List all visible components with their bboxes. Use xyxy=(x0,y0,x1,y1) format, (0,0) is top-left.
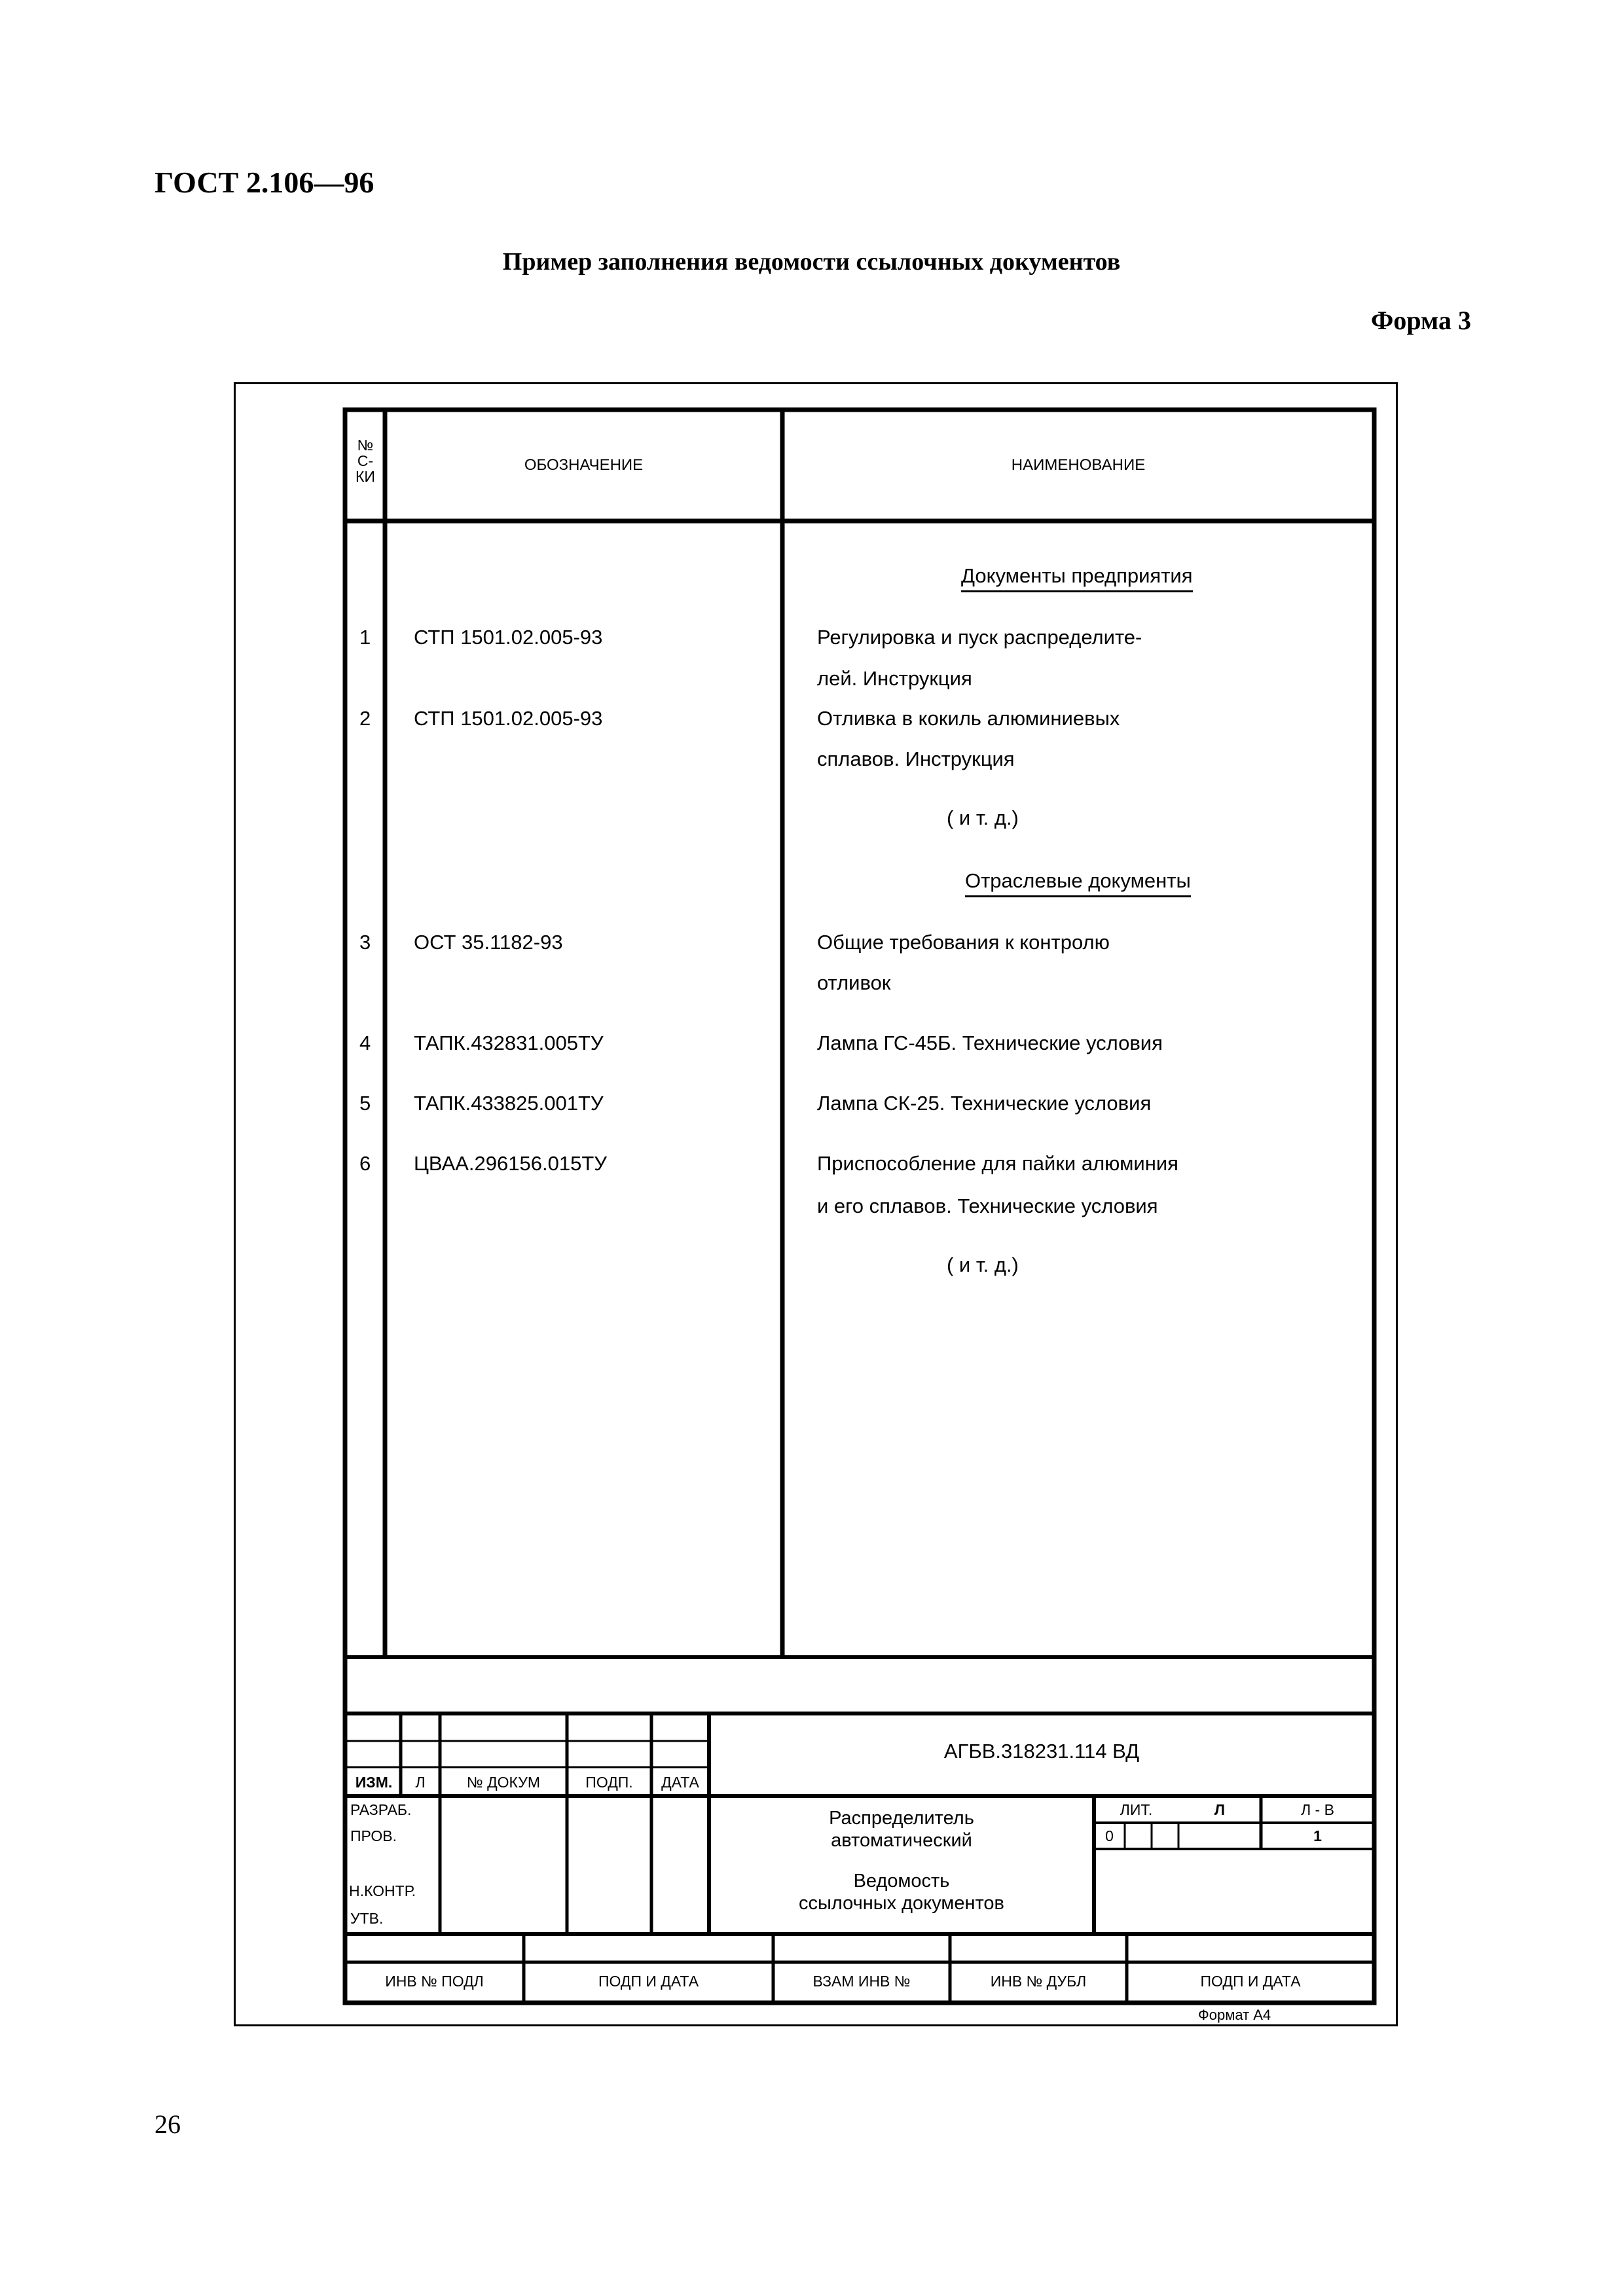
role-checker: ПРОВ. xyxy=(350,1827,397,1844)
row-1-name-line1: Регулировка и пуск распределите- xyxy=(817,626,1142,649)
document-code: АГБВ.318231.114 ВД xyxy=(943,1740,1140,1763)
document-name-line2: ссылочных документов xyxy=(799,1893,1004,1914)
label-podp-data-2: ПОДП И ДАТА xyxy=(1200,1973,1301,1990)
row-6-name-line2: и его сплавов. Технические условия xyxy=(817,1194,1158,1217)
row-2-name-line1: Отливка в кокиль алюминиевых xyxy=(817,707,1120,730)
role-approver: УТВ. xyxy=(350,1910,384,1927)
col-header-designation: ОБОЗНАЧЕНИЕ xyxy=(524,456,644,474)
row-5-designation: ТАПК.433825.001ТУ xyxy=(414,1092,604,1115)
lit-value: 0 xyxy=(1105,1827,1114,1844)
section-title-industry: Отраслевые документы xyxy=(965,869,1191,897)
col-header-name: НАИМЕНОВАНИЕ xyxy=(1011,456,1146,474)
label-inv-podl: ИНВ № ПОДЛ xyxy=(385,1973,484,1990)
row-2-name-line2: сплавов. Инструкция xyxy=(817,747,1015,770)
lit-label: ЛИТ. xyxy=(1120,1801,1153,1818)
role-developer: РАЗРАБ. xyxy=(350,1801,412,1818)
row-1-designation: СТП 1501.02.005-93 xyxy=(414,626,603,649)
etc-note-1: ( и т. д.) xyxy=(947,806,1019,829)
document-name-line1: Ведомость xyxy=(853,1871,950,1892)
row-3-number: 3 xyxy=(359,931,371,954)
page-title: Пример заполнения ведомости ссылочных документов xyxy=(502,248,1121,276)
col-label-doc-number: № ДОКУМ xyxy=(467,1774,540,1791)
row-5-number: 5 xyxy=(359,1092,371,1115)
row-4-designation: ТАПК.432831.005ТУ xyxy=(414,1031,604,1054)
format-label: Формат А4 xyxy=(1198,2007,1271,2023)
row-1-number: 1 xyxy=(359,626,371,649)
row-6-number: 6 xyxy=(359,1152,371,1175)
role-norm-control: Н.КОНТР. xyxy=(349,1882,416,1899)
label-podp-data-1: ПОДП И ДАТА xyxy=(598,1973,699,1990)
row-6-designation: ЦВАА.296156.015ТУ xyxy=(414,1152,607,1175)
form-label: Форма 3 xyxy=(1371,306,1471,335)
sheet-label: Л xyxy=(1214,1801,1226,1818)
product-name-line1: Распределитель xyxy=(829,1808,974,1829)
sheets-label: Л - В xyxy=(1301,1801,1334,1818)
row-4-name-line1: Лампа ГС-45Б. Технические условия xyxy=(817,1031,1163,1054)
etc-note-2: ( и т. д.) xyxy=(947,1253,1019,1276)
row-2-number: 2 xyxy=(359,707,371,730)
col-label-date: ДАТА xyxy=(661,1774,699,1791)
row-2-designation: СТП 1501.02.005-93 xyxy=(414,707,603,730)
label-inv-dubl: ИНВ № ДУБЛ xyxy=(990,1973,1087,1990)
page-number: 26 xyxy=(155,2109,181,2139)
row-1-name-line2: лей. Инструкция xyxy=(817,667,972,690)
row-4-number: 4 xyxy=(359,1031,371,1054)
col-header-num: № С- КИ xyxy=(356,437,375,485)
row-3-designation: ОСТ 35.1182-93 xyxy=(414,931,563,954)
sheets-value: 1 xyxy=(1313,1827,1322,1844)
col-label-izm: ИЗМ. xyxy=(355,1774,393,1791)
section-title-enterprise: Документы предприятия xyxy=(961,564,1193,592)
standard-number: ГОСТ 2.106—96 xyxy=(155,166,374,199)
col-label-sheet: Л xyxy=(415,1774,426,1791)
row-3-name-line1: Общие требования к контролю xyxy=(817,931,1110,954)
col-label-signature: ПОДП. xyxy=(585,1774,633,1791)
row-6-name-line1: Приспособление для пайки алюминия xyxy=(817,1152,1178,1175)
row-3-name-line2: отливок xyxy=(817,971,891,994)
label-vzam-inv: ВЗАМ ИНВ № xyxy=(812,1973,911,1990)
row-5-name-line1: Лампа СК-25. Технические условия xyxy=(817,1092,1152,1115)
product-name-line2: автоматический xyxy=(831,1830,972,1851)
